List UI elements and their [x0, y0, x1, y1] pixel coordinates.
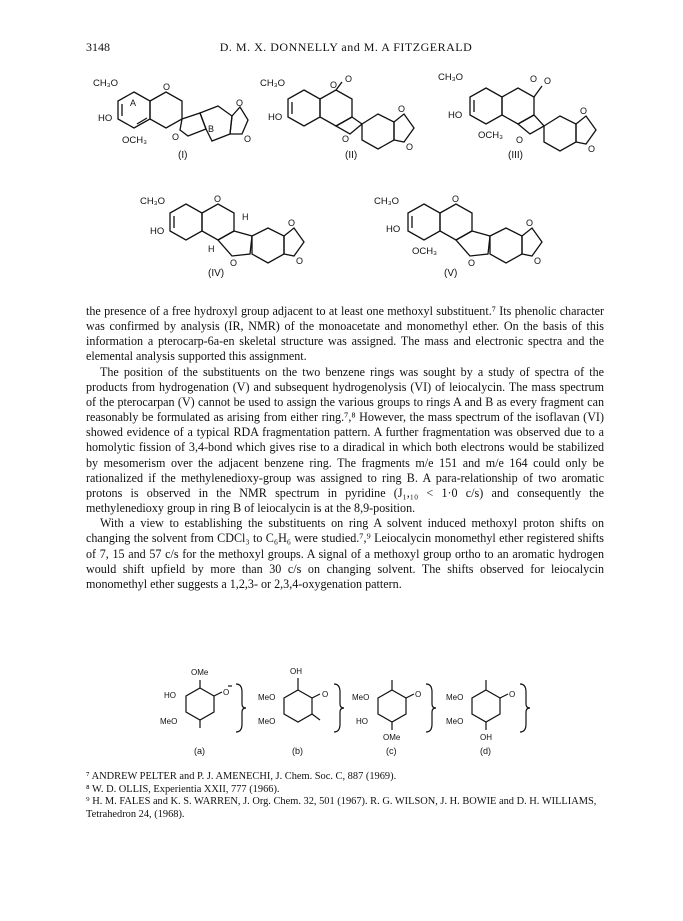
structures-svg: [0, 0, 683, 300]
pyran-ring-V: [440, 204, 472, 240]
furan-ring-V: [456, 231, 490, 256]
pattern-label-c: (c): [386, 746, 397, 756]
pattern-label-a: (a): [194, 746, 205, 756]
pattern-label-d: (d): [480, 746, 491, 756]
structure-label-V: (V): [444, 268, 458, 279]
label-och3-III: OCH₃: [478, 130, 503, 141]
ring-a-II: [288, 90, 320, 126]
atom-o: O: [288, 218, 296, 228]
reference-text: ANDREW PELTER and P. J. AMENECHI, J. Chem. Soc. C, 887 (1969).: [91, 771, 397, 782]
atom-o: O: [330, 80, 338, 90]
label-ch3o-III: CH₃O: [438, 72, 463, 83]
structure-label-I: (I): [178, 150, 188, 161]
atom-o: O: [526, 218, 534, 228]
group-meo-d: MeO: [446, 693, 464, 702]
ring-label-b: B: [208, 124, 215, 134]
pattern-a: [160, 668, 246, 756]
ring-a-III: [470, 88, 502, 124]
ring-label-a: A: [130, 98, 137, 108]
reference-8: [86, 784, 604, 797]
reference-text: W. D. OLLIS, Experientia XXII, 777 (1966).: [92, 783, 280, 795]
references: [86, 771, 604, 821]
label-ch3o-I: CH₃O: [93, 78, 118, 89]
furan-ring-III: [518, 115, 544, 134]
atom-o: O: [415, 690, 422, 699]
group-meo-c: MeO: [352, 693, 370, 702]
atom-o: O: [516, 135, 524, 145]
atom-o: O: [342, 134, 350, 144]
dioxole-V: [522, 228, 542, 256]
group-ome-c: OMe: [383, 733, 401, 742]
structure-II: [260, 74, 414, 161]
label-ch3o-V: CH₃O: [374, 196, 399, 207]
atom-o: O: [172, 132, 180, 142]
ring-a-IV: [170, 204, 202, 240]
structure-III: [438, 72, 596, 161]
paragraph-1: the presence of a free hydroxyl group adjacent to at least one methoxyl substituent.⁷ Its phenolic character was confirmed by analysis (IR, NMR) of the monoacetate and monomethyl ether. On the basis of this information a pterocarp-6a-en skeletal structure was assigned. The mass and electronic spectra and the elemental analysis supported this assignment.: [86, 304, 604, 364]
atom-o: O: [223, 688, 230, 697]
label-ch3o-IV: CH₃O: [140, 196, 165, 207]
furan-ring-I: [180, 113, 206, 136]
pattern-c: [352, 680, 436, 756]
furan-ring-II: [336, 117, 362, 134]
benzene-ring-d: [472, 690, 500, 722]
group-meo-a: MeO: [160, 717, 178, 726]
group-meo-d-2: MeO: [446, 717, 464, 726]
structure-label-IV: (IV): [208, 268, 225, 279]
ring-b-II: [362, 114, 394, 149]
dioxole-I: [230, 107, 248, 134]
label-h-IV: H: [242, 212, 249, 222]
atom-o: O: [406, 142, 414, 152]
atom-o: O: [244, 134, 252, 144]
structure-label-III: (III): [508, 150, 523, 161]
structure-label-II: (II): [345, 150, 358, 161]
ring-b-III: [544, 116, 576, 151]
atom-o: O: [509, 690, 516, 699]
atom-o: O: [236, 98, 244, 108]
group-oh-d: OH: [480, 733, 492, 742]
group-ho-a: HO: [164, 691, 176, 700]
atom-o: O: [468, 258, 476, 268]
atom-o: O: [296, 256, 304, 266]
atom-o: O: [452, 194, 460, 204]
label-ho-IV: HO: [150, 226, 165, 237]
benzene-ring-b: [284, 690, 312, 722]
group-oh-b: OH: [290, 667, 302, 676]
group-meo-b: MeO: [258, 693, 276, 702]
structure-IV: [140, 194, 304, 279]
atom-o: O: [230, 258, 238, 268]
pattern-label-b: (b): [292, 746, 303, 756]
atom-o: O: [544, 76, 552, 86]
pyranone-ring-III: [502, 88, 534, 124]
furan-ring-IV: [218, 231, 252, 256]
benzene-ring-c: [378, 690, 406, 722]
structure-V: [374, 194, 542, 279]
running-title: D. M. X. DONNELLY and M. A FITZGERALD: [219, 40, 473, 54]
article-body: [86, 304, 604, 592]
atom-o: O: [214, 194, 222, 204]
label-ho-III: HO: [448, 110, 463, 121]
label-ch3o-II: CH₃O: [260, 78, 285, 89]
pattern-d: [446, 680, 530, 756]
reference-number: ⁹: [86, 796, 90, 807]
atom-o: O: [398, 104, 406, 114]
structure-I: [93, 78, 251, 161]
paragraph-2: The position of the substituents on the two benzene rings was sought by a study of spectra of the products from hydrogenation (V) and subsequent hydrogenolysis (VI) of leiocalycin. The mass spectrum of the pterocarpan (V) cannot be used to assign the various groups to rings A and B as every fragment can reasonably be formulated as arising from either ring.⁷,⁸ However, the mass spectrum of the isoflavan (VI) showed evidence of a typical RDA fragmentation pattern. A further fragmentation was observed due to a homolytic fission of 3,4-bond which gives rise to a diradical in which both electrons would be stabilized by mesomerism over the adjacent benzene ring. The fragments m/e 151 and m/e 164 could only be rationalized if the methylenedioxy-group was assigned to ring B. A para-relationship of two aromatic protons is observed in the NMR spectrum in pyridine (J₁,₁₀ < 1·0 c/s) and consequently the methylenedioxy group in ring B of leiocalycin is at the 8,9-position.: [86, 364, 604, 516]
label-h-IV: H: [208, 244, 215, 254]
reference-number: ⁷: [86, 771, 90, 782]
dioxole-IV: [284, 228, 304, 256]
group-ome-a: OMe: [191, 668, 209, 677]
pyran-ring-I: [150, 92, 182, 128]
reference-7: [86, 771, 604, 784]
dioxole-III: [576, 116, 596, 144]
label-ho-II: HO: [268, 112, 283, 123]
atom-o: O: [322, 690, 329, 699]
reference-9: [86, 796, 604, 821]
label-ho-I: HO: [98, 113, 113, 124]
label-och3-V: OCH₃: [412, 246, 437, 257]
pyran-ring-IV: [202, 204, 234, 240]
chemical-structures: [0, 0, 683, 300]
atom-o: O: [580, 106, 588, 116]
reference-text: H. M. FALES and K. S. WARREN, J. Org. Chem. 32, 501 (1967). R. G. WILSON, J. H. BOWIE and D. H. WILLIAMS, Tetrahedron 24, (1968).: [86, 796, 597, 820]
ring-b-V: [490, 228, 522, 263]
atom-o: O: [588, 144, 596, 154]
atom-o: O: [534, 256, 542, 266]
pattern-b: [258, 667, 344, 756]
benzene-ring-a: [186, 688, 214, 720]
ring-b-I: [200, 106, 232, 141]
paragraph-3: With a view to establishing the substituents on ring A solvent induced methoxyl proton shifts on changing the solvent from CDCl₃ to C₆H₆ were studied.⁷,⁹ Leiocalycin monomethyl ether registered shifts of 7, 15 and 57 c/s for the methoxyl groups. A signal of a methoxyl group ortho to an aromatic hydrogen would shift upfield by more than 30 c/s on changing solvent. The shifts observed for leiocalycin monomethyl ether suggests a 1,2,3- or 2,3,4-oxygenation pattern.: [86, 516, 604, 591]
oxygenation-patterns: [0, 660, 683, 770]
dioxole-II: [394, 114, 414, 142]
atom-o: O: [163, 82, 171, 92]
label-och3-I: OCH₃: [122, 135, 147, 146]
reference-number: ⁸: [86, 783, 90, 795]
label-ho-V: HO: [386, 224, 401, 235]
pyranone-ring-II: [320, 90, 352, 126]
atom-o: O: [345, 74, 353, 84]
group-meo-b-2: MeO: [258, 717, 276, 726]
ring-a-V: [408, 204, 440, 240]
ring-b-IV: [252, 228, 284, 263]
page-number: 3148: [86, 40, 110, 54]
atom-o: O: [530, 74, 538, 84]
group-ho-c: HO: [356, 717, 368, 726]
patterns-svg: [0, 660, 683, 770]
